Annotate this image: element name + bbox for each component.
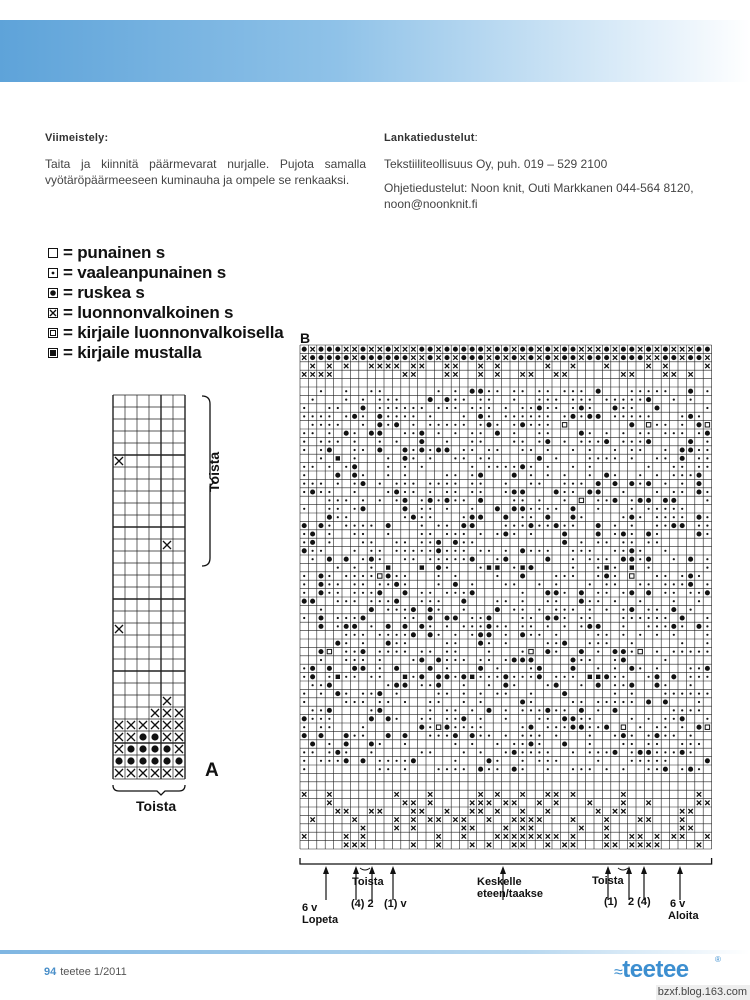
finishing-heading: Viimeistely: bbox=[45, 132, 109, 144]
chart-b-lopeta: Lopeta bbox=[302, 914, 339, 926]
page-footer bbox=[44, 966, 127, 978]
yarn-info-line2: Ohjetiedustelut: Noon knit, Outi Markkanen 044-564 8120, noon@noonknit.fi bbox=[384, 181, 694, 211]
chart-b-label: B bbox=[300, 330, 311, 346]
chart-b-toista-left: Toista bbox=[352, 876, 384, 888]
chart-b-left-marks2: (1) v bbox=[384, 898, 407, 910]
chart-b-right-6v: 6 v bbox=[670, 898, 686, 910]
chart-b-right-marks2: 2 (4) bbox=[628, 896, 651, 908]
legend-label: = kirjaile mustalla bbox=[63, 343, 202, 362]
yarn-info-heading: Lankatiedustelut: bbox=[384, 132, 478, 144]
chart-a bbox=[113, 395, 214, 795]
chart-b-left-marks: (4) 2 bbox=[351, 898, 374, 910]
page-number: 94 bbox=[44, 966, 57, 978]
legend-label: = punainen s bbox=[63, 243, 165, 262]
chart-b-right-marks: (1) bbox=[604, 896, 618, 908]
chart-b-aloita: Aloita bbox=[668, 910, 699, 922]
chart-a-repeat-bottom: Toista bbox=[136, 798, 177, 814]
chart-b-center: Keskelle bbox=[477, 876, 522, 888]
finishing-text: Taita ja kiinnitä päärmevarat nurjalle. Pujota samalla vyötäröpäärmeeseen kuminauha ja ompele se renkaaksi. bbox=[45, 157, 366, 187]
yarn-info-line1: Tekstiiliteollisuus Oy, puh. 019 – 529 2100 bbox=[384, 157, 608, 171]
registered-mark: ® bbox=[715, 955, 721, 964]
issue-label: teetee 1/2011 bbox=[60, 966, 127, 978]
legend-label: = vaaleanpunainen s bbox=[63, 263, 226, 282]
chart-b-toista-right: Toista bbox=[592, 875, 624, 887]
chart-a-repeat-side: Toista bbox=[206, 451, 222, 492]
footer-line bbox=[0, 950, 750, 954]
legend-label: = kirjaile luonnonvalkoisella bbox=[63, 323, 284, 342]
chart-b bbox=[300, 345, 712, 900]
legend-label: = ruskea s bbox=[63, 283, 145, 302]
chart-a-label: A bbox=[205, 760, 219, 781]
legend-label: = luonnonvalkoinen s bbox=[63, 303, 234, 322]
chart-b-center2: eteen/taakse bbox=[477, 888, 544, 900]
watermark: bzxf.blog.163.com bbox=[656, 985, 750, 1000]
chart-b-left-6v: 6 v bbox=[302, 902, 318, 914]
teetee-logo: ≈teetee bbox=[614, 956, 689, 983]
